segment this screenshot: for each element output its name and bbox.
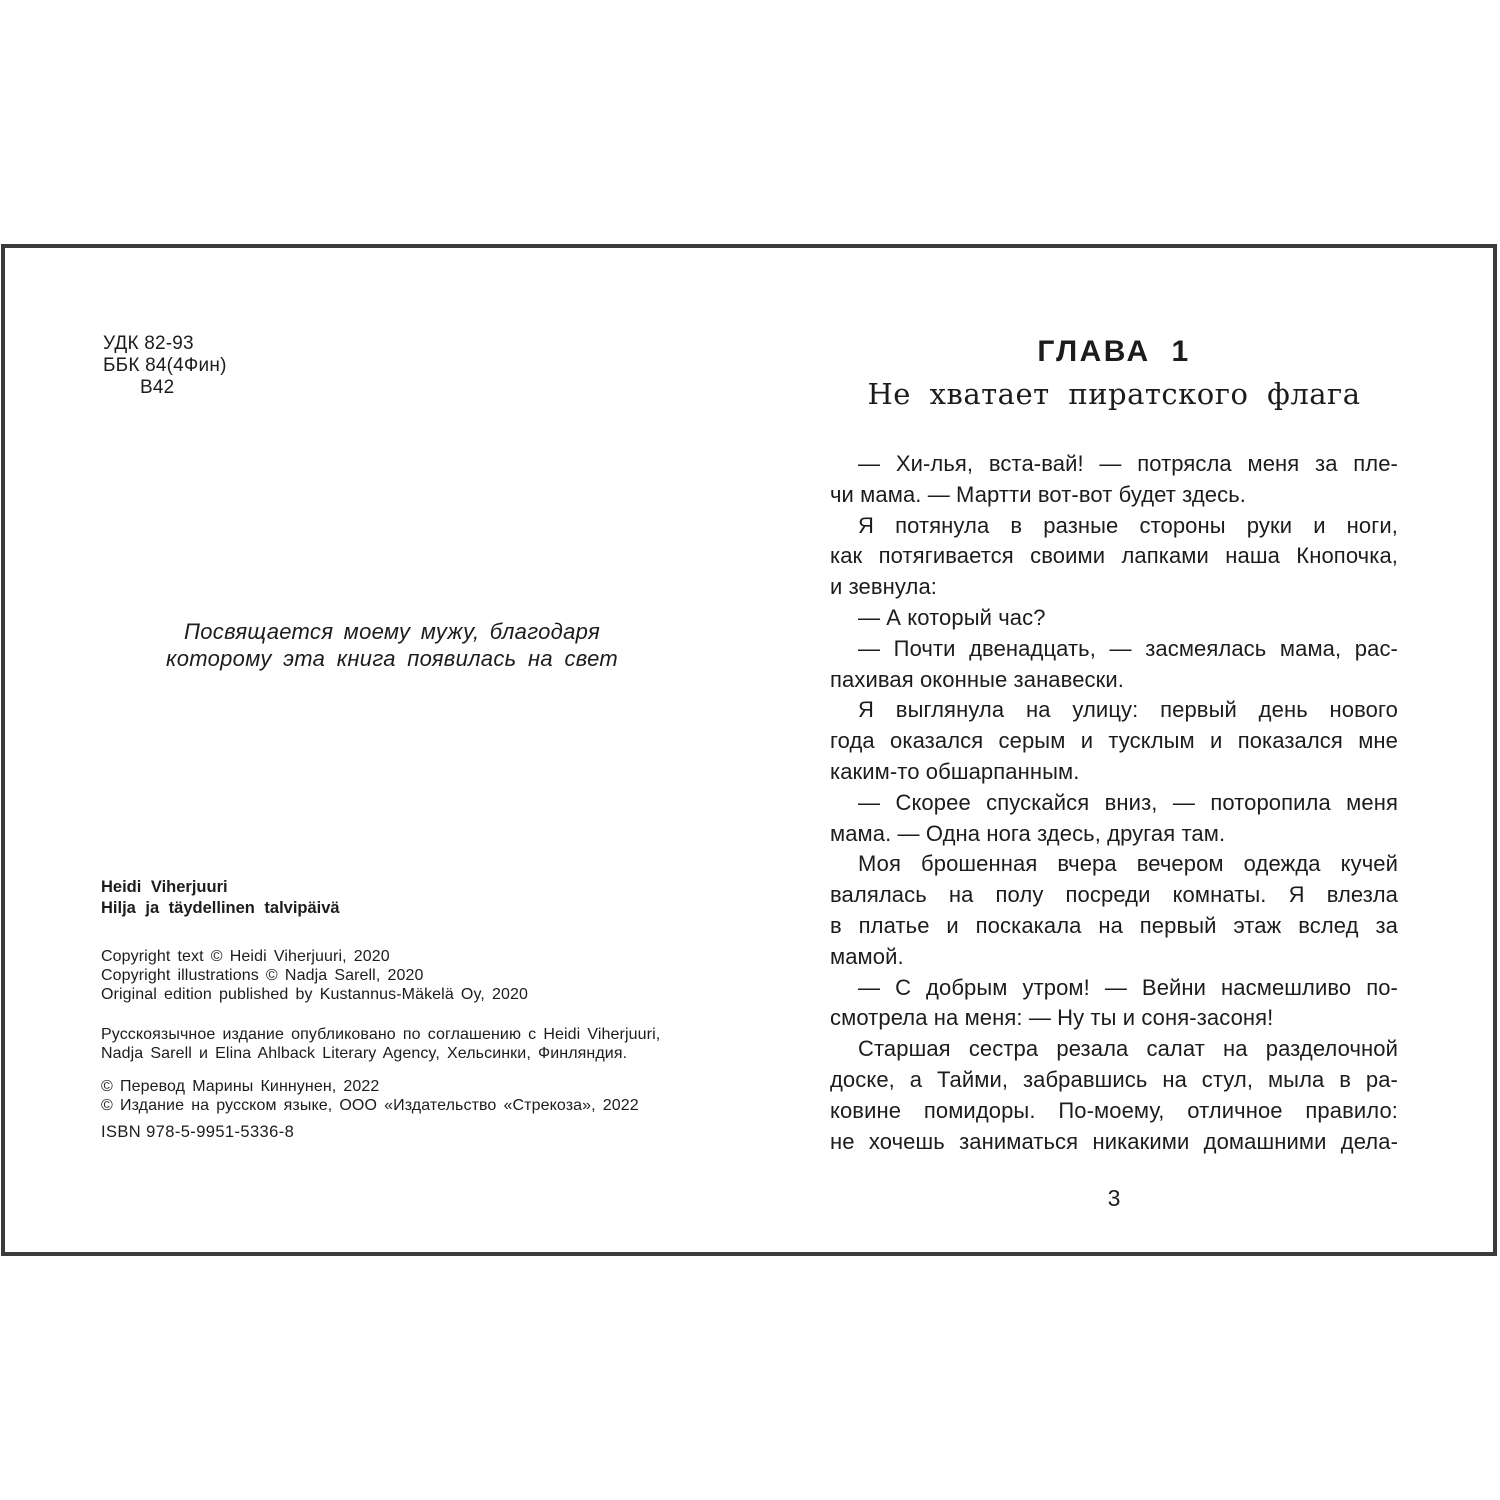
dedication-line: Посвящается моему мужу, благодаря <box>184 619 600 644</box>
isbn: ISBN 978-5-9951-5336-8 <box>101 1123 295 1141</box>
chapter-body-text <box>830 449 1398 1157</box>
publisher-copyright-line: © Издание на русском языке, ООО «Издательство «Стрекоза», 2022 <box>101 1097 639 1114</box>
text-line: в платье и поскакала на первый этаж вслед за <box>830 912 1398 938</box>
author-sign-line: В42 <box>140 377 175 398</box>
copyright-block <box>101 947 528 1004</box>
text-line: чи мама. — Мартти вот-вот будет здесь. <box>830 481 1246 507</box>
russian-rights-block <box>101 1077 639 1115</box>
text-line: как потягивается своими лапками наша Кнопочка, <box>830 543 1398 569</box>
text-line: доске, а Тайми, забравшись на стул, мыла в ра- <box>830 1066 1398 1092</box>
text-line: смотрела на меня: — Ну ты и соня-засоня! <box>830 1005 1274 1031</box>
author-name: Heidi Viherjuuri <box>101 878 228 896</box>
text-line: — Скорее спускайся вниз, — поторопила меня <box>858 789 1398 815</box>
text-line: — Почти двенадцать, — засмеялась мама, рас- <box>858 635 1398 661</box>
dedication <box>166 618 618 672</box>
agreement-block <box>101 1025 660 1063</box>
text-line: Моя брошенная вчера вечером одежда кучей <box>858 851 1398 877</box>
text-line: мамой. <box>830 943 904 969</box>
agreement-line: Русскоязычное издание опубликовано по соглашению с Heidi Viherjuuri, <box>101 1026 661 1043</box>
text-line: года оказался серым и тусклым и показался мне <box>830 728 1398 754</box>
udk-line: УДК 82-93 <box>103 333 194 354</box>
text-line: — А который час? <box>858 604 1046 630</box>
translation-copyright-line: © Перевод Марины Киннунен, 2022 <box>101 1078 380 1095</box>
text-line: ковине помидоры. По-моему, отличное правило: <box>830 1097 1398 1123</box>
udk-classification-block <box>103 333 227 399</box>
text-line: валялась на полу посреди комнаты. Я влезла <box>830 882 1398 908</box>
text-line: Я потянула в разные стороны руки и ноги, <box>858 512 1398 538</box>
text-line: — Хи-лья, вста-вай! — потрясла меня за пле- <box>858 451 1398 476</box>
agreement-line: Nadja Sarell и Elina Ahlback Literary Agency, Хельсинки, Финляндия. <box>101 1045 628 1062</box>
text-line: мама. — Одна нога здесь, другая там. <box>830 820 1226 846</box>
dedication-line: которому эта книга появилась на свет <box>166 646 618 671</box>
chapter-subtitle: Не хватает пиратского флага <box>867 377 1361 411</box>
text-line: — С добрым утром! — Вейни насмешливо по- <box>858 974 1398 1000</box>
bbk-line: ББК 84(4Фин) <box>103 355 227 376</box>
text-line: пахивая оконные занавески. <box>830 666 1124 692</box>
copyright-illustrations-line: Copyright illustrations © Nadja Sarell, 2020 <box>101 967 424 984</box>
original-title: Hilja ja täydellinen talvipäivä <box>101 899 340 917</box>
chapter-title: ГЛАВА 1 <box>1037 335 1191 368</box>
original-edition-line: Original edition published by Kustannus-Mäkelä Oy, 2020 <box>101 986 529 1003</box>
page-number: 3 <box>1107 1185 1121 1211</box>
copyright-text-line: Copyright text © Heidi Viherjuuri, 2020 <box>101 948 390 965</box>
original-title-block <box>101 877 340 919</box>
text-line: Старшая сестра резала салат на разделочной <box>858 1036 1398 1062</box>
text-line: каким-то обшарпанным. <box>830 758 1080 784</box>
text-line: и зевнула: <box>830 574 938 600</box>
text-line: не хочешь заниматься никакими домашними дела- <box>830 1128 1398 1154</box>
text-line: Я выглянула на улицу: первый день нового <box>858 697 1398 723</box>
